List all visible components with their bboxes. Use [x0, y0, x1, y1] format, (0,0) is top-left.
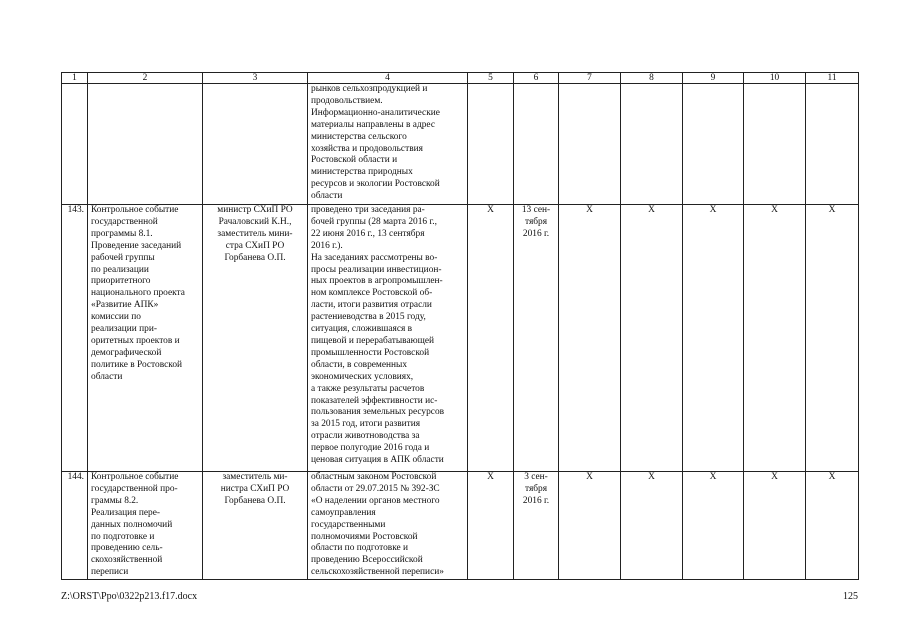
responsible-cell-line: заместитель мини-: [217, 228, 293, 239]
event-cell-line: государственной про-: [91, 483, 178, 494]
result-cell-line: Информационно-аналитические: [311, 107, 440, 118]
event-cell-line: Реализация пере-: [91, 507, 161, 518]
result-cell-line: министерства сельского: [311, 131, 407, 142]
event-cell-line: рабочей группы: [91, 252, 155, 263]
event-cell-line: Проведение заседаний: [91, 240, 182, 251]
col-num-9: 9: [683, 73, 744, 84]
result-cell-line: промышленности Ростовской: [311, 347, 430, 358]
result-cell-line: области, в современных: [311, 359, 408, 370]
col-num-6: 6: [514, 73, 559, 84]
result-cell-line: «О наделении органов местного: [311, 495, 440, 506]
result-cell-line: ных проектов в агропромышлен-: [311, 276, 443, 287]
result-cell-line: сельскохозяйственной переписи»: [311, 567, 444, 578]
col10-cell: [744, 84, 806, 205]
result-cell-line: рынков сельхозпродукцией и: [311, 84, 428, 94]
result-cell-line: 2016 г.).: [311, 240, 343, 251]
date-cell-line: 3 сен-: [524, 472, 548, 482]
result-cell-line: пищевой и перерабатывающей: [311, 335, 435, 346]
responsible-cell-line: Рачаловский К.Н.,: [218, 216, 292, 227]
result-cell-line: На заседаниях рассмотрены во-: [311, 252, 438, 263]
col5-cell: Х: [468, 205, 514, 472]
col9-cell: Х: [683, 472, 744, 580]
col11-cell: [806, 84, 859, 205]
table-row: [62, 472, 859, 580]
responsible-cell: [203, 472, 308, 580]
date-cell: [514, 84, 559, 205]
event-cell-line: скохозяйственной: [91, 555, 163, 566]
col-num-2: 2: [88, 73, 203, 84]
event-cell-line: данных полномочий: [91, 519, 173, 530]
file-path: Z:\ORST\Ppo\0322p213.f17.docx: [61, 591, 198, 602]
result-cell-line: просы реализации инвестицион-: [311, 264, 442, 275]
col7-cell: [559, 84, 621, 205]
result-cell: [308, 205, 468, 472]
row-number: [62, 84, 88, 205]
event-cell-line: по реализации: [91, 264, 149, 275]
responsible-cell-line: стра СХиП РО: [225, 240, 285, 251]
col-num-8: 8: [621, 73, 683, 84]
result-cell-line: самоуправления: [311, 507, 376, 518]
responsible-cell-line: заместитель ми-: [222, 472, 288, 482]
result-cell-line: продовольствием.: [311, 95, 383, 106]
event-cell-line: приоритетного: [91, 276, 151, 287]
result-cell-line: ценовая ситуация в АПК области: [311, 455, 444, 466]
result-cell-line: материалы направлены в адрес: [311, 119, 435, 130]
result-cell-line: министерства природных: [311, 167, 413, 178]
col7-cell: Х: [559, 472, 621, 580]
row-number: 143.: [62, 205, 88, 472]
date-cell-line: тября: [524, 216, 548, 227]
event-cell-line: программы 8.1.: [91, 228, 153, 239]
result-cell-line: отрасли животноводства за: [311, 431, 420, 442]
result-cell-line: ном комплексе Ростовской об-: [311, 288, 433, 299]
row-number: 144.: [62, 472, 88, 580]
responsible-cell-line: Горбанева О.П.: [224, 252, 286, 263]
report-table: [61, 72, 859, 580]
responsible-cell-line: Горбанева О.П.: [224, 495, 286, 506]
date-cell: [514, 205, 559, 472]
result-cell-line: экономических условиях,: [311, 371, 414, 382]
col5-cell: Х: [468, 472, 514, 580]
responsible-cell-line: министр СХиП РО: [217, 205, 293, 215]
page-number: 125: [843, 591, 858, 602]
event-cell-line: политике в Ростовской: [91, 359, 183, 370]
event-cell-line: комиссии по: [91, 312, 141, 323]
col-num-10: 10: [744, 73, 806, 84]
event-cell-line: национального проекта: [91, 288, 185, 299]
result-cell: [308, 472, 468, 580]
col-num-11: 11: [806, 73, 859, 84]
result-cell-line: хозяйства и продовольствия: [311, 143, 423, 154]
date-cell-line: 2016 г.: [522, 495, 550, 506]
result-cell-line: бочей группы (28 марта 2016 г.,: [311, 216, 437, 227]
result-cell-line: областным законом Ростовской: [311, 472, 437, 482]
table-row: [62, 84, 859, 205]
col7-cell: Х: [559, 205, 621, 472]
date-cell-line: 2016 г.: [522, 228, 550, 239]
result-cell-line: за 2015 год, итоги развития: [311, 419, 421, 430]
result-cell-line: пользования земельных ресурсов: [311, 407, 445, 418]
result-cell-line: ласти, итоги развития отрасли: [311, 300, 432, 311]
result-cell-line: а также результаты расчетов: [311, 383, 425, 394]
event-cell-line: Контрольное событие: [91, 472, 179, 482]
column-number-header-row: [62, 73, 859, 84]
result-cell-line: проведено три заседания ра-: [311, 205, 425, 215]
result-cell-line: области по подготовке и: [311, 543, 409, 554]
col11-cell: Х: [806, 205, 859, 472]
event-cell: [88, 84, 203, 205]
col-num-7: 7: [559, 73, 621, 84]
result-cell-line: 22 июня 2016 г., 13 сентября: [311, 228, 425, 239]
event-cell-line: граммы 8.2.: [91, 495, 139, 506]
table-row: [62, 205, 859, 472]
event-cell-line: оритетных проектов и: [91, 335, 180, 346]
result-cell-line: полномочиями Ростовской: [311, 531, 418, 542]
result-cell-line: ситуация, сложившаяся в: [311, 324, 413, 335]
col10-cell: Х: [744, 472, 806, 580]
date-cell: [514, 472, 559, 580]
responsible-cell: [203, 205, 308, 472]
event-cell-line: демографической: [91, 347, 162, 358]
col-num-5: 5: [468, 73, 514, 84]
col8-cell: Х: [621, 472, 683, 580]
result-cell-line: области: [311, 191, 343, 202]
result-cell-line: показателей эффективности ис-: [311, 395, 438, 406]
result-cell-line: области от 29.07.2015 № 392-ЗС: [311, 483, 440, 494]
date-cell-line: тября: [524, 483, 548, 494]
col-num-4: 4: [308, 73, 468, 84]
event-cell-line: «Развитие АПК»: [91, 300, 159, 311]
result-cell-line: растениеводства в 2015 году,: [311, 312, 426, 323]
event-cell-line: переписи: [91, 567, 129, 578]
col5-cell: [468, 84, 514, 205]
date-cell-line: 13 сен-: [521, 205, 551, 215]
responsible-cell: [203, 84, 308, 205]
col8-cell: [621, 84, 683, 205]
responsible-cell-line: нистра СХиП РО: [220, 483, 290, 494]
result-cell-line: первое полугодие 2016 года и: [311, 443, 430, 454]
col-num-1: 1: [62, 73, 88, 84]
event-cell-line: реализации при-: [91, 324, 158, 335]
col11-cell: Х: [806, 472, 859, 580]
event-cell-line: по подготовке и: [91, 531, 155, 542]
event-cell-line: области: [91, 371, 123, 382]
result-cell-line: государственными: [311, 519, 386, 530]
event-cell: [88, 205, 203, 472]
col9-cell: Х: [683, 205, 744, 472]
event-cell-line: Контрольное событие: [91, 205, 179, 215]
col10-cell: Х: [744, 205, 806, 472]
result-cell-line: проведению Всероссийской: [311, 555, 423, 566]
col8-cell: Х: [621, 205, 683, 472]
event-cell-line: государственной: [91, 216, 158, 227]
event-cell: [88, 472, 203, 580]
result-cell-line: Ростовской области и: [311, 155, 398, 166]
result-cell-line: ресурсов и экологии Ростовской: [311, 179, 440, 190]
result-cell: [308, 84, 468, 205]
event-cell-line: проведению сель-: [91, 543, 163, 554]
col-num-3: 3: [203, 73, 308, 84]
col9-cell: [683, 84, 744, 205]
